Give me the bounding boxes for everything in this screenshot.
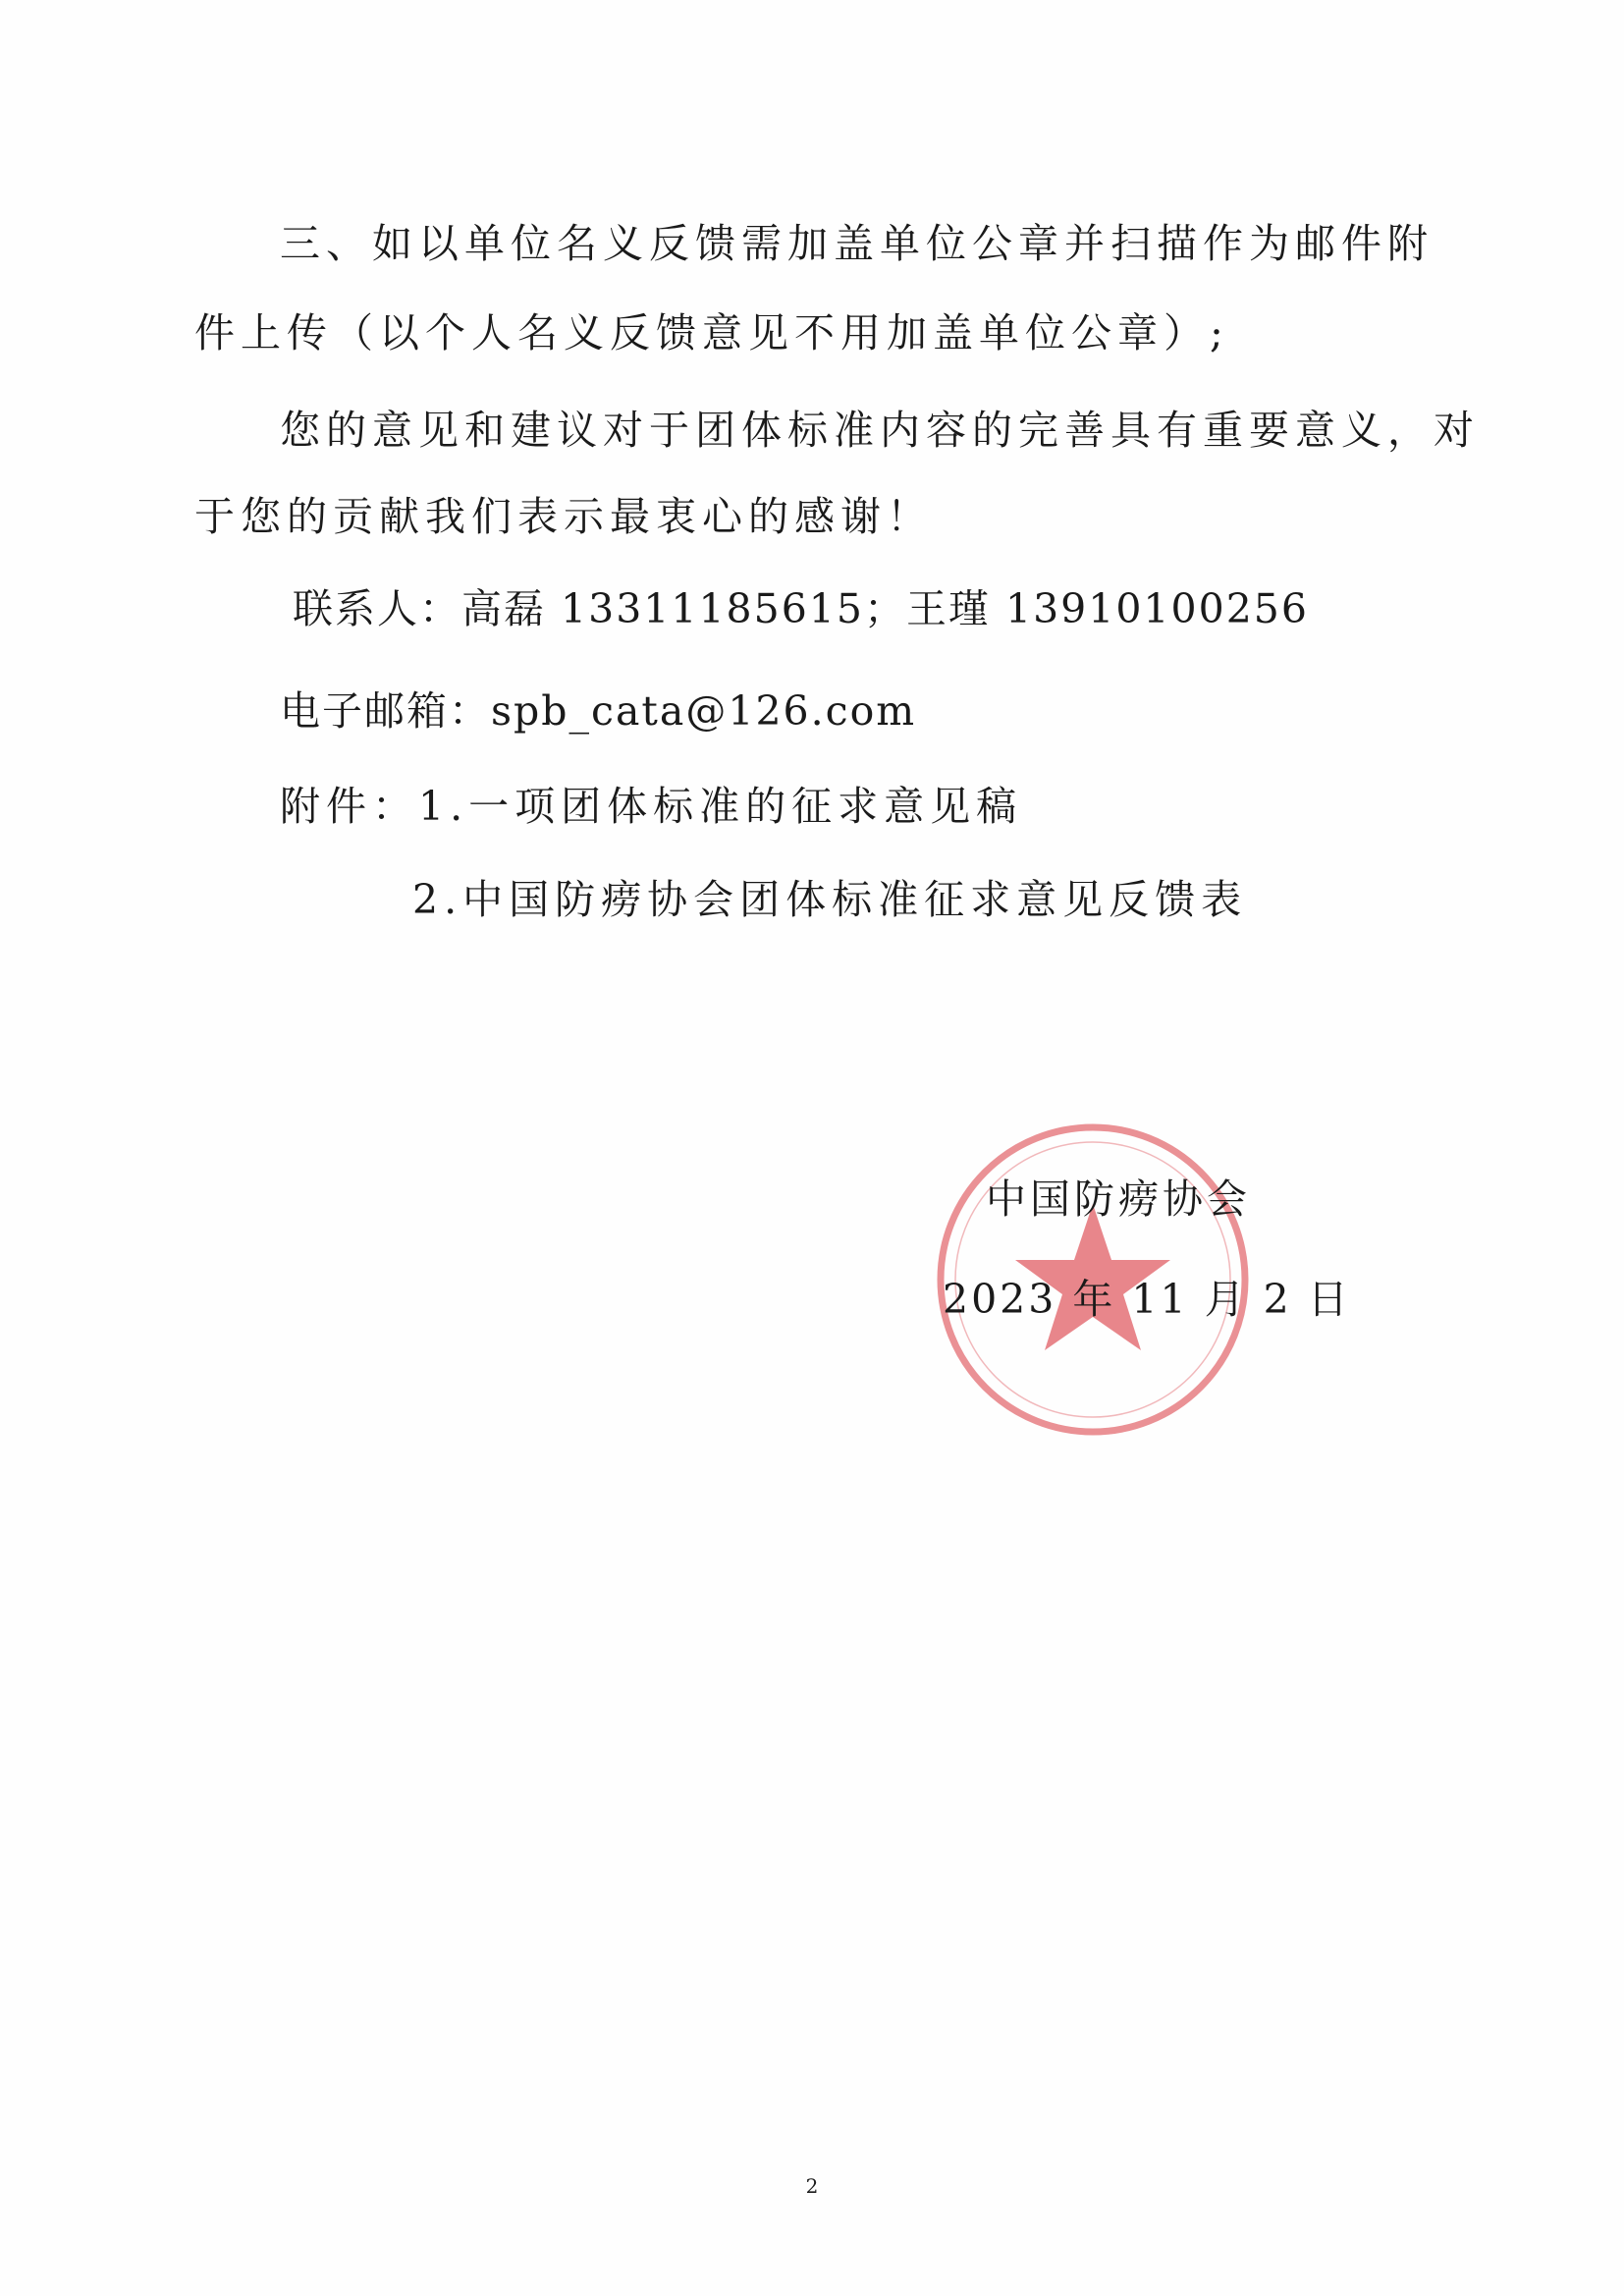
page-number: 2	[805, 2174, 819, 2198]
email-line: 电子邮箱：spb_cata@126.com	[280, 687, 917, 735]
signature-date: 2023 年 11 月 2 日	[943, 1276, 1351, 1323]
contact-line: 联系人：高磊 13311185615；王瑾 13910100256	[293, 585, 1309, 632]
attachment-2: 2.中国防痨协会团体标准征求意见反馈表	[412, 876, 1248, 923]
attachment-1: 附件：1.一项团体标准的征求意见稿	[280, 783, 1023, 830]
para3-line1: 三、如以单位名义反馈需加盖单位公章并扫描作为邮件附	[280, 220, 1434, 267]
thanks-line1: 您的意见和建议对于团体标准内容的完善具有重要意义，对	[280, 407, 1480, 454]
thanks-line2: 于您的贡献我们表示最衷心的感谢！	[194, 493, 933, 540]
signature-org: 中国防痨协会	[986, 1175, 1251, 1223]
para3-line2: 件上传（以个人名义反馈意见不用加盖单位公章）;	[194, 309, 1229, 356]
